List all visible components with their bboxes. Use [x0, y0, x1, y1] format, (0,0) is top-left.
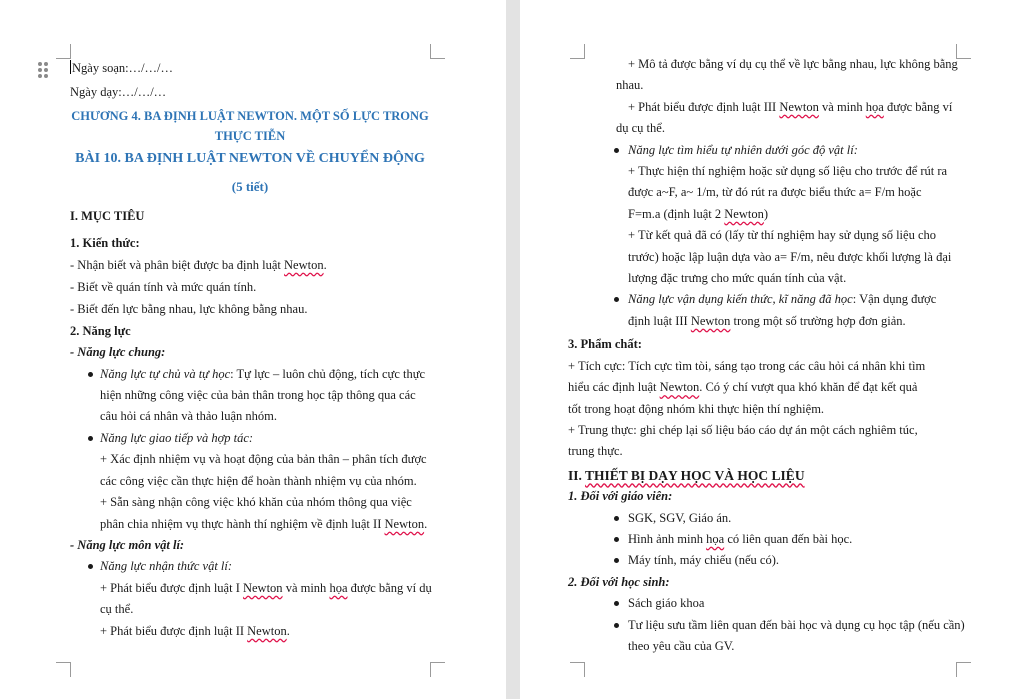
spelling-underline[interactable]: Newton [384, 516, 425, 531]
left-page-body[interactable] [70, 58, 430, 642]
list-item: Sách giáo khoa [628, 593, 970, 614]
margin-marker-bottom-left [570, 662, 585, 677]
spelling-underline[interactable]: Newton [779, 99, 819, 114]
margin-marker-bottom-right [430, 662, 445, 677]
spelling-underline[interactable]: họa [865, 99, 884, 114]
spelling-underline[interactable]: Newton [242, 580, 283, 595]
list-item: Năng lực tìm hiểu tự nhiên dưới góc độ vật lí: + Thực hiện thí nghiệm hoặc sử dụng số liệu cho trước để rút ra được a~F, a~ 1/m, từ đó rút ra được biểu thức a= F/m hoặc F=m.a (định luật 2 Newton) + Từ kết quả đã có (lấy từ thí nghiệm hay sử dụng số liệu cho trước) hoặc lập luận dựa vào a= F/m, nêu được khối lượng là đại lượng đặc trưng cho mức quán tính của vật. [628, 140, 970, 290]
paragraph-line: tốt trong hoạt động nhóm khi thực hiện thí nghiệm. [568, 401, 825, 416]
paragraph-line: dụ cụ thể. [616, 121, 665, 136]
physics-competence-heading: - Năng lực môn vật lí: [70, 537, 185, 552]
spelling-underline[interactable]: Newton [724, 206, 764, 221]
margin-marker-top-left [570, 44, 585, 59]
paragraph-line: trung thực. [568, 444, 623, 459]
list-item: Năng lực vận dụng kiến thức, kĩ năng đã học: Vận dụng được định luật III Newton trong một số trường hợp đơn giản. [628, 289, 970, 332]
general-competence-heading: - Năng lực chung: [70, 345, 166, 360]
paragraph-line: hiểu các định luật Newton. Có ý chí vượt qua khó khăn để đạt kết quả [568, 380, 918, 395]
list-item: SGK, SGV, Giáo án. [628, 508, 970, 529]
list-item: Hình ảnh minh họa có liên quan đến bài học. [628, 529, 970, 550]
paragraph-line: + Trung thực: ghi chép lại số liệu báo cáo dự án một cách nghiêm túc, [568, 422, 918, 437]
paragraph-line: + Mô tả được bằng ví dụ cụ thể về lực bằng nhau, lực không bằng [628, 57, 958, 71]
knowledge-heading: 1. Kiến thức: [70, 236, 140, 251]
list-item: Năng lực tự chủ và tự học: Tự lực – luôn chủ động, tích cực thực hiện những công việc của bản thân trong học tập thông qua các câu hỏi cá nhân và thảo luận nhóm. [70, 364, 430, 428]
list-item: Tư liệu sưu tầm liên quan đến bài học và dụng cụ học tập (nếu cần) theo yêu cầu của GV. [628, 615, 970, 658]
paragraph-line: + Tích cực: Tích cực tìm tòi, sáng tạo trong các câu hỏi cá nhân khi tìm [568, 358, 926, 373]
list-item: Máy tính, máy chiếu (nếu có). [628, 550, 970, 571]
knowledge-item: - Nhận biết và phân biệt được ba định luật Newton. [70, 257, 327, 272]
student-heading: 2. Đối với học sinh: [568, 574, 670, 589]
date-prepared: Ngày soạn:…/…/… [72, 61, 174, 75]
spelling-underline[interactable]: THIẾT BỊ DẠY HỌC VÀ HỌC LIỆU [585, 467, 805, 483]
section-objectives: I. MỤC TIÊU [70, 208, 145, 223]
date-taught: Ngày dạy:…/…/… [70, 85, 167, 100]
list-item: Năng lực nhận thức vật lí: + Phát biểu được định luật I Newton và minh họa được bằng ví dụ cụ thể. + Phát biểu được định luật II Newton. [70, 556, 430, 642]
spelling-underline[interactable]: họa [329, 580, 348, 595]
knowledge-item: - Biết đến lực bằng nhau, lực không bằng nhau. [70, 302, 308, 317]
spelling-underline[interactable]: Newton [659, 380, 700, 395]
paragraph-line: nhau. [616, 78, 644, 93]
knowledge-item: - Biết về quán tính và mức quán tính. [70, 280, 257, 295]
page-gap [506, 0, 520, 699]
lesson-periods: (5 tiết) [231, 178, 269, 194]
spelling-underline[interactable]: Newton [284, 257, 324, 272]
margin-marker-top-left [56, 44, 71, 59]
text-cursor [70, 60, 71, 74]
spelling-underline[interactable]: Newton [247, 623, 287, 638]
spelling-underline[interactable]: họa [706, 531, 725, 546]
section-equipment: II. THIẾT BỊ DẠY HỌC VÀ HỌC LIỆU [568, 467, 805, 483]
quality-heading: 3. Phẩm chất: [568, 337, 642, 352]
spelling-underline[interactable]: Newton [690, 313, 731, 328]
lesson-title: BÀI 10. BA ĐỊNH LUẬT NEWTON VỀ CHUYỂN ĐỘNG [75, 150, 425, 166]
paragraph-line: + Phát biểu được định luật III Newton và minh họa được bằng ví [628, 99, 953, 114]
margin-marker-bottom-right [956, 662, 971, 677]
margin-marker-top-right [430, 44, 445, 59]
competence-heading: 2. Năng lực [70, 323, 131, 338]
paragraph-drag-handle-icon[interactable] [38, 62, 48, 78]
teacher-heading: 1. Đối với giáo viên: [568, 489, 673, 504]
chapter-title: CHƯƠNG 4. BA ĐỊNH LUẬT NEWTON. MỘT SỐ LỰC TRONG THỰC TIỄN [71, 108, 429, 143]
list-item: Năng lực giao tiếp và hợp tác: + Xác định nhiệm vụ và hoạt động của bản thân – phân tích được các công việc cần thực hiện để hoàn thành nhiệm vụ của nhóm. + Sẵn sàng nhận công việc khó khăn của nhóm thông qua việc phân chia nhiệm vụ thực hành thí nghiệm về định luật II Newton. [70, 428, 430, 535]
right-page-body[interactable] [568, 54, 970, 657]
margin-marker-bottom-left [56, 662, 71, 677]
